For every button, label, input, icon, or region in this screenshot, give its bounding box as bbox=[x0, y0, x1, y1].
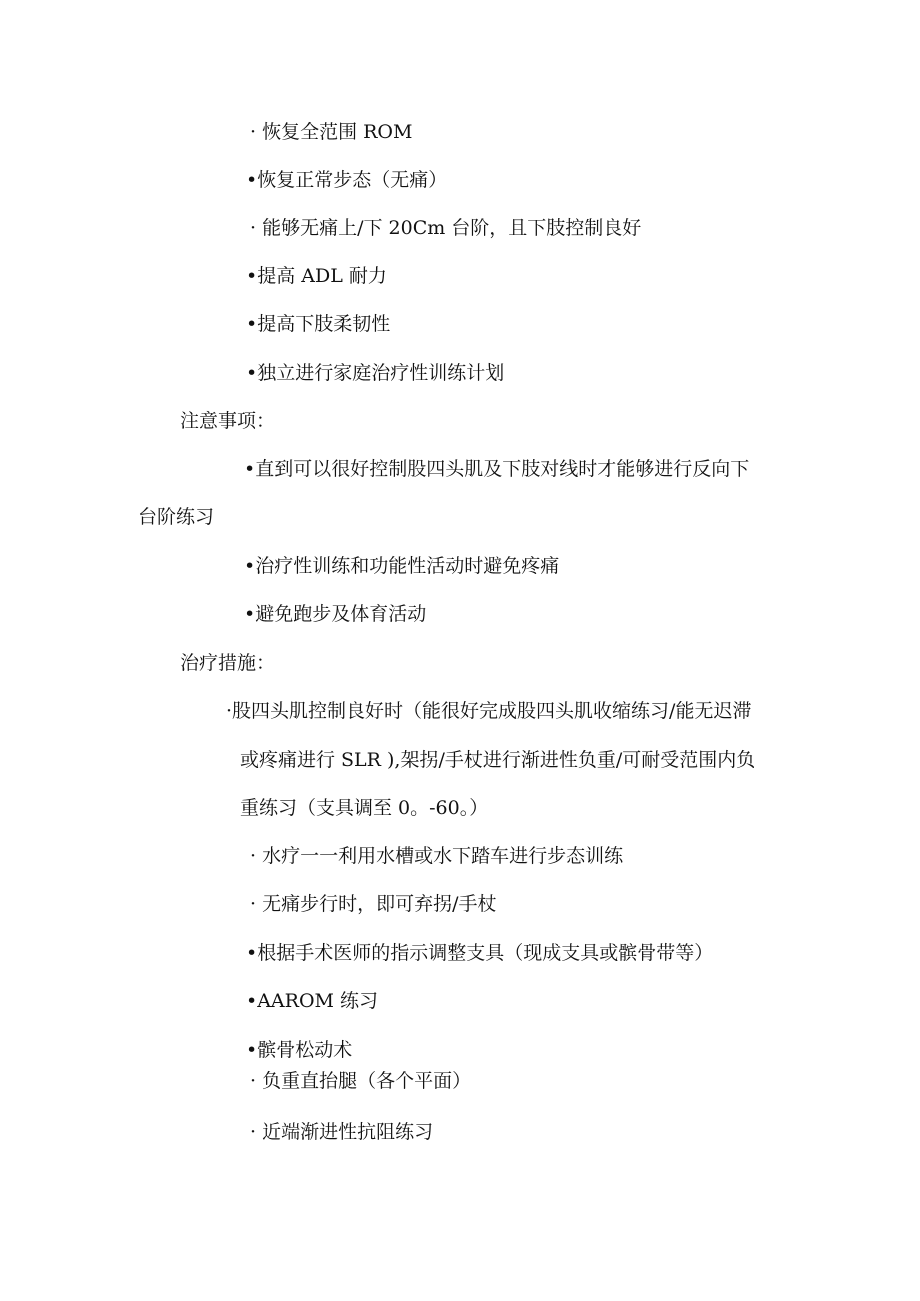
goal-item-3: · 能够无痛上/下 20Cm 台阶，且下肢控制良好 bbox=[250, 217, 642, 239]
goal-item-1: · 恢复全范围 ROM bbox=[250, 121, 413, 143]
precaution-item-3: •避免跑步及体育活动 bbox=[244, 603, 427, 625]
precaution-item-1-continued: 台阶练习 bbox=[138, 506, 215, 528]
treatment-heading: 治疗措施： bbox=[180, 652, 276, 674]
treatment-item-7: · 负重直抬腿（各个平面） bbox=[250, 1070, 472, 1092]
treatment-item-6: •髌骨松动术 bbox=[246, 1039, 353, 1061]
treatment-item-5: •AAROM 练习 bbox=[246, 990, 379, 1012]
goal-item-5: •提高下肢柔韧性 bbox=[246, 313, 391, 335]
goal-item-2: •恢复正常步态（无痛） bbox=[246, 169, 448, 191]
treatment-item-1-line-2: 或疼痛进行 SLR ),架拐/手杖进行渐进性负重/可耐受范围内负 bbox=[240, 749, 756, 771]
treatment-item-8: · 近端渐进性抗阻练习 bbox=[250, 1121, 434, 1143]
goal-item-4: •提高 ADL 耐力 bbox=[246, 265, 387, 287]
precaution-item-1: •直到可以很好控制股四头肌及下肢对线时才能够进行反向下 bbox=[244, 458, 750, 480]
treatment-item-2: · 水疗一一利用水槽或水下踏车进行步态训练 bbox=[250, 845, 624, 867]
goal-item-6: •独立进行家庭治疗性训练计划 bbox=[246, 362, 505, 384]
treatment-item-3: · 无痛步行时，即可弃拐/手杖 bbox=[250, 893, 497, 915]
precautions-heading: 注意事项： bbox=[180, 410, 276, 432]
treatment-item-4: •根据手术医师的指示调整支具（现成支具或髌骨带等） bbox=[246, 942, 714, 964]
treatment-item-1-line-3: 重练习（支具调至 0。-60。） bbox=[240, 797, 489, 819]
treatment-item-1: ·股四头肌控制良好时（能很好完成股四头肌收缩练习/能无迟滞 bbox=[226, 700, 752, 722]
precaution-item-2: •治疗性训练和功能性活动时避免疼痛 bbox=[244, 555, 560, 577]
